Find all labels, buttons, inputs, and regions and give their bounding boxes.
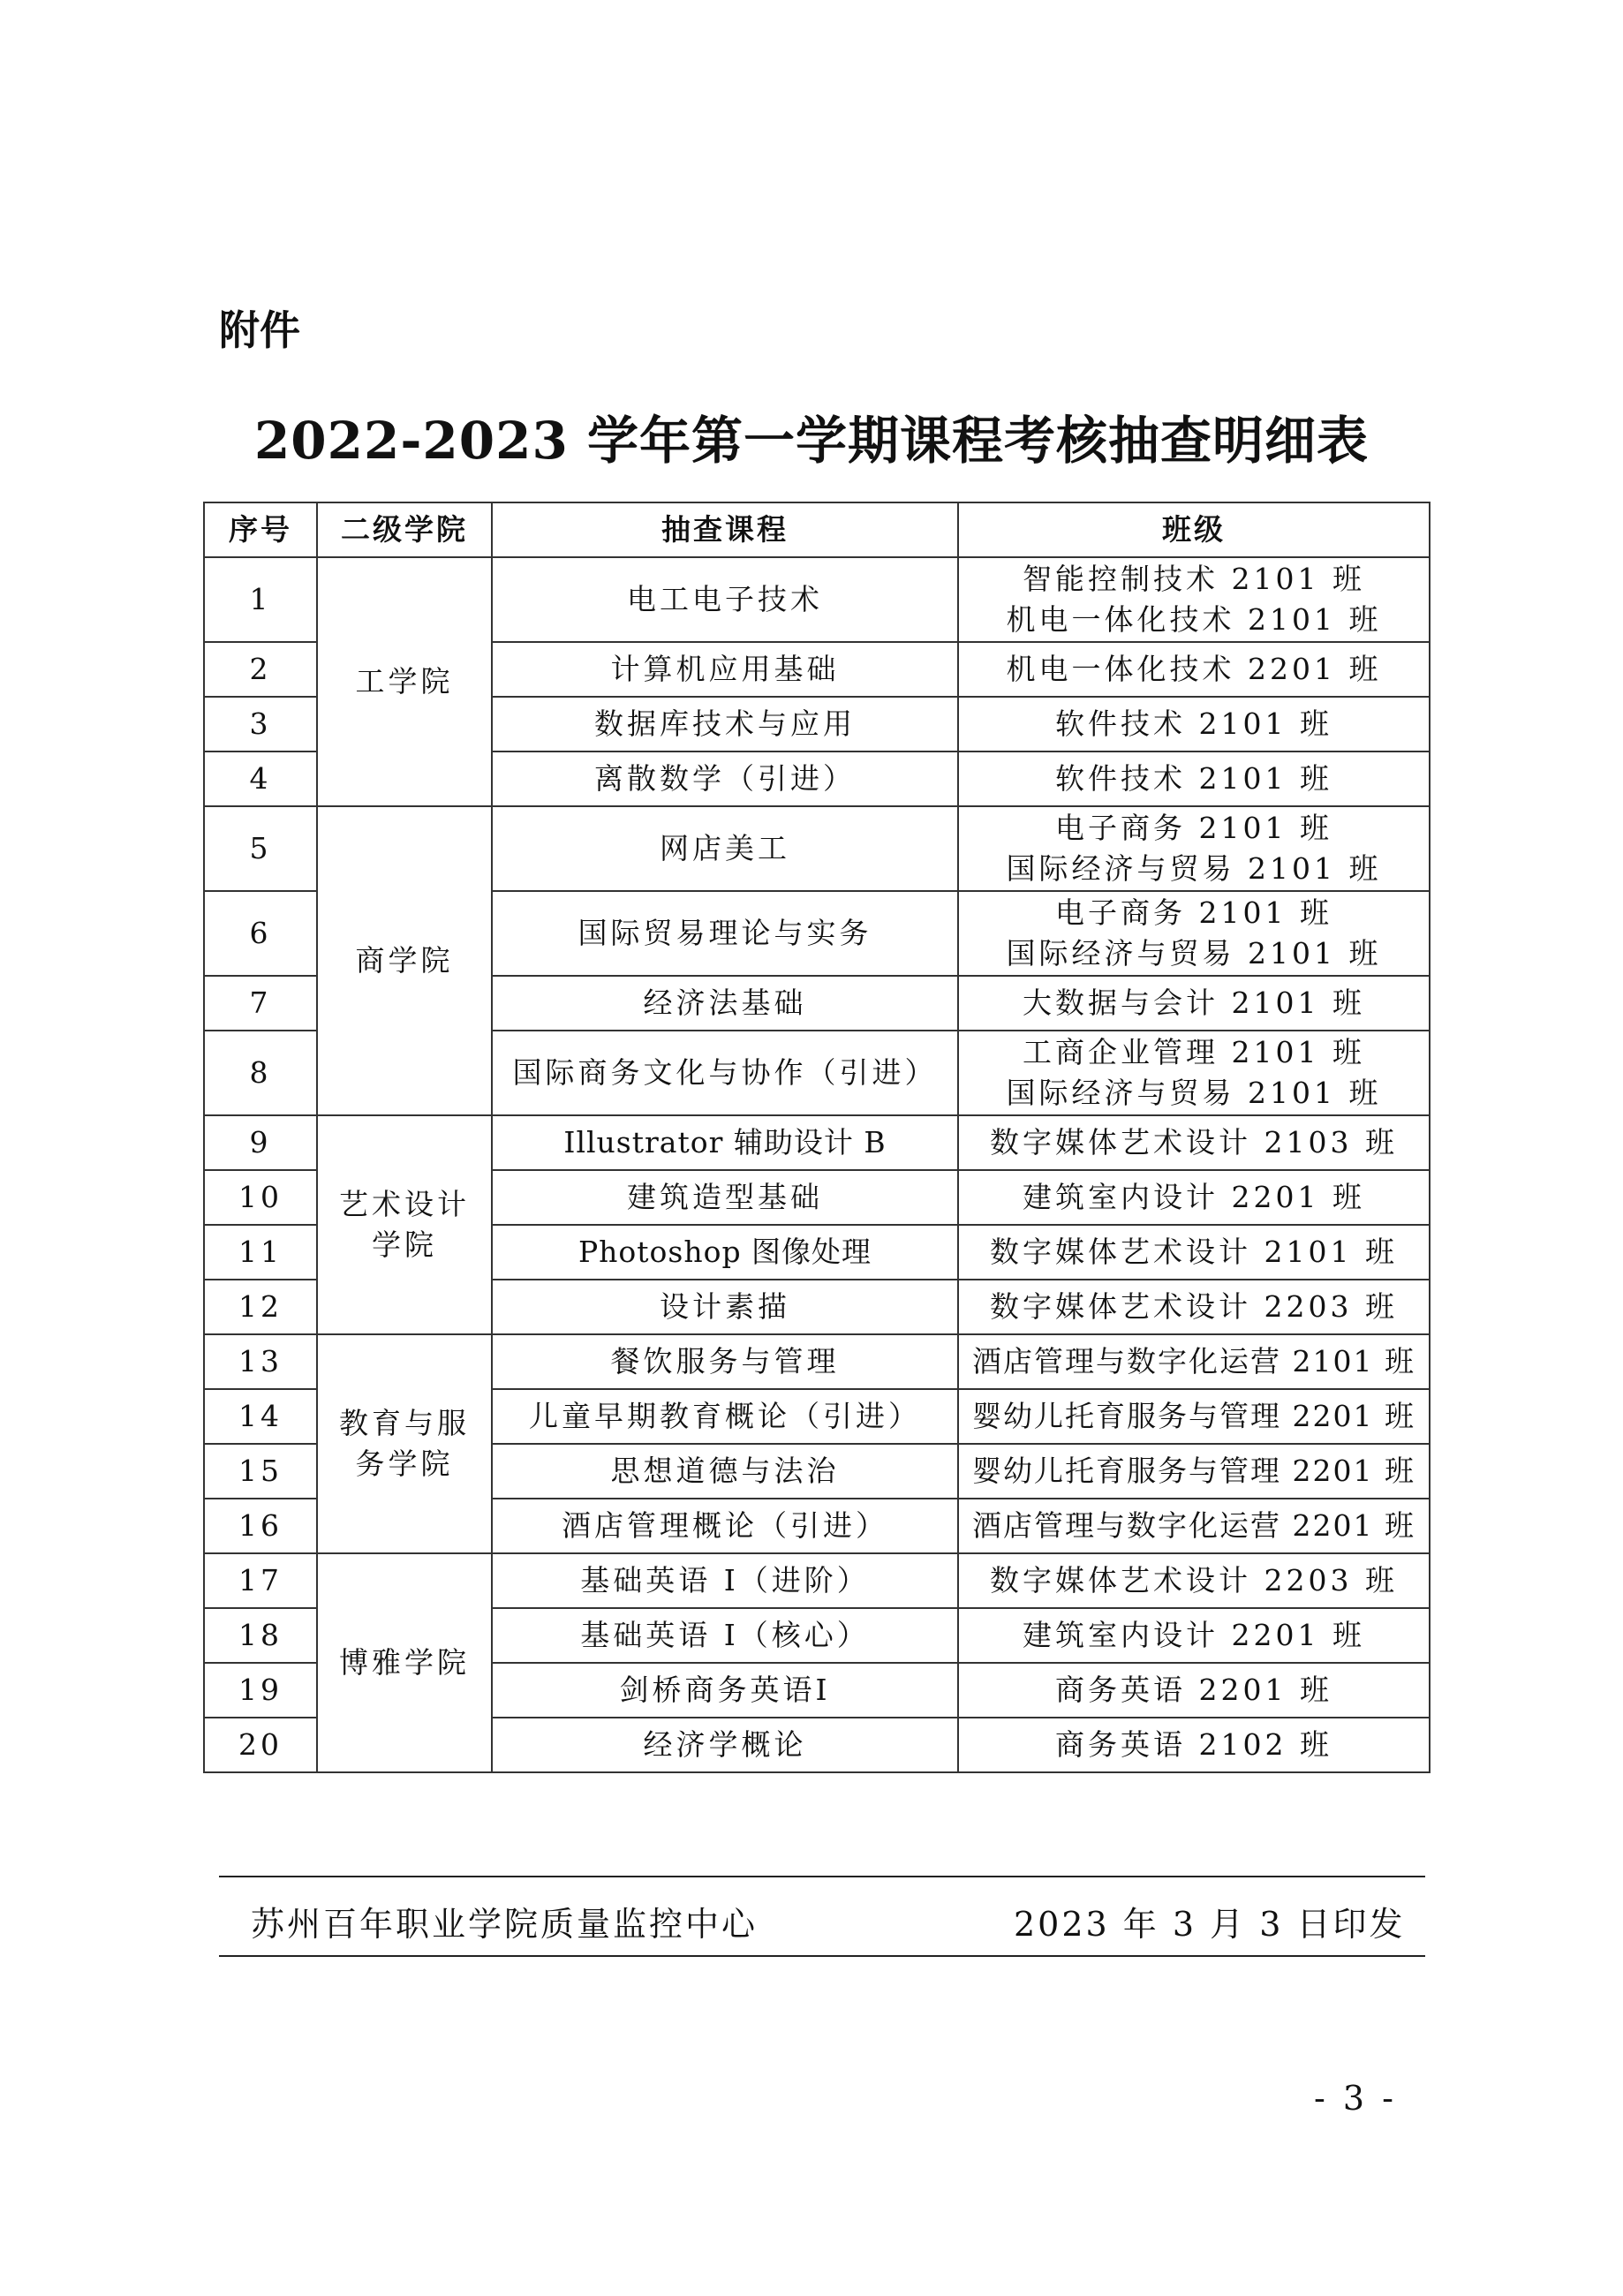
course-cell: 建筑造型基础	[492, 1170, 958, 1225]
course-cell: 剑桥商务英语I	[492, 1663, 958, 1718]
row-no: 8	[204, 1031, 317, 1115]
row-no: 19	[204, 1663, 317, 1718]
row-no: 10	[204, 1170, 317, 1225]
class-cell	[958, 1031, 1430, 1115]
course-cell: 酒店管理概论（引进）	[492, 1499, 958, 1553]
table-row	[204, 1115, 1430, 1170]
class-cell: 建筑室内设计 2201 班	[958, 1170, 1430, 1225]
header-class: 班级	[958, 502, 1430, 557]
table-row	[204, 557, 1430, 642]
class-cell: 商务英语 2102 班	[958, 1718, 1430, 1772]
row-no: 16	[204, 1499, 317, 1553]
row-no: 3	[204, 697, 317, 751]
class-line: 电子商务 2101 班	[1055, 811, 1332, 845]
college-name-wrap: 教育与服务学院	[339, 1406, 470, 1481]
course-cell: 儿童早期教育概论（引进）	[492, 1389, 958, 1444]
course-inspection-table	[203, 502, 1431, 1773]
class-cell: 商务英语 2201 班	[958, 1663, 1430, 1718]
course-cell: 基础英语 I（进阶）	[492, 1553, 958, 1608]
class-line: 国际经济与贸易 2101 班	[1006, 1076, 1382, 1110]
college-cell	[317, 1115, 492, 1334]
college-cell: 博雅学院	[317, 1553, 492, 1772]
college-cell: 商学院	[317, 806, 492, 1115]
college-name-wrap: 艺术设计学院	[339, 1187, 470, 1262]
row-no: 5	[204, 806, 317, 891]
row-no: 20	[204, 1718, 317, 1772]
header-college: 二级学院	[317, 502, 492, 557]
class-cell: 软件技术 2101 班	[958, 751, 1430, 806]
course-cell: Photoshop 图像处理	[492, 1225, 958, 1280]
course-cell: 经济法基础	[492, 976, 958, 1031]
class-cell: 数字媒体艺术设计 2103 班	[958, 1115, 1430, 1170]
course-cell: 数据库技术与应用	[492, 697, 958, 751]
course-cell: 国际贸易理论与实务	[492, 891, 958, 976]
college-cell	[317, 1334, 492, 1553]
course-cell: 餐饮服务与管理	[492, 1334, 958, 1389]
class-cell: 酒店管理与数字化运营 2101 班	[958, 1334, 1430, 1389]
class-line: 机电一体化技术 2101 班	[1006, 602, 1382, 637]
class-line: 工商企业管理 2101 班	[1023, 1035, 1365, 1069]
class-cell: 婴幼儿托育服务与管理 2201 班	[958, 1444, 1430, 1499]
course-cell: 国际商务文化与协作（引进）	[492, 1031, 958, 1115]
row-no: 14	[204, 1389, 317, 1444]
header-no: 序号	[204, 502, 317, 557]
row-no: 4	[204, 751, 317, 806]
class-cell: 软件技术 2101 班	[958, 697, 1430, 751]
course-cell: 思想道德与法治	[492, 1444, 958, 1499]
table-row	[204, 806, 1430, 891]
class-cell	[958, 806, 1430, 891]
page-number: - 3 -	[1314, 2079, 1398, 2118]
class-cell: 数字媒体艺术设计 2203 班	[958, 1553, 1430, 1608]
class-cell	[958, 557, 1430, 642]
row-no: 2	[204, 642, 317, 697]
row-no: 11	[204, 1225, 317, 1280]
row-no: 15	[204, 1444, 317, 1499]
table-row	[204, 1553, 1430, 1608]
row-no: 13	[204, 1334, 317, 1389]
class-cell: 数字媒体艺术设计 2203 班	[958, 1280, 1430, 1334]
college-cell: 工学院	[317, 557, 492, 806]
class-cell: 机电一体化技术 2201 班	[958, 642, 1430, 697]
header-course: 抽查课程	[492, 502, 958, 557]
row-no: 18	[204, 1608, 317, 1663]
row-no: 1	[204, 557, 317, 642]
course-cell: 离散数学（引进）	[492, 751, 958, 806]
row-no: 6	[204, 891, 317, 976]
footer-date: 2023 年 3 月 3 日印发	[1014, 1905, 1406, 1944]
row-no: 9	[204, 1115, 317, 1170]
class-cell: 建筑室内设计 2201 班	[958, 1608, 1430, 1663]
table-row	[204, 1334, 1430, 1389]
course-cell: 基础英语 I（核心）	[492, 1608, 958, 1663]
class-cell: 大数据与会计 2101 班	[958, 976, 1430, 1031]
row-no: 17	[204, 1553, 317, 1608]
table-header-row	[204, 502, 1430, 557]
row-no: 7	[204, 976, 317, 1031]
class-cell	[958, 891, 1430, 976]
class-cell: 数字媒体艺术设计 2101 班	[958, 1225, 1430, 1280]
course-cell: Illustrator 辅助设计 B	[492, 1115, 958, 1170]
row-no: 12	[204, 1280, 317, 1334]
footer-bottom-rule	[219, 1955, 1425, 1957]
attachment-label: 附件	[219, 306, 300, 354]
page-title: 2022-2023 学年第一学期课程考核抽查明细表	[253, 411, 1370, 471]
course-cell: 计算机应用基础	[492, 642, 958, 697]
footer-top-rule	[219, 1876, 1425, 1877]
course-cell: 电工电子技术	[492, 557, 958, 642]
class-line: 国际经济与贸易 2101 班	[1006, 936, 1382, 971]
class-cell: 婴幼儿托育服务与管理 2201 班	[958, 1389, 1430, 1444]
course-cell: 经济学概论	[492, 1718, 958, 1772]
course-cell: 网店美工	[492, 806, 958, 891]
course-cell: 设计素描	[492, 1280, 958, 1334]
footer-issuer: 苏州百年职业学院质量监控中心	[251, 1905, 759, 1944]
class-line: 智能控制技术 2101 班	[1023, 562, 1365, 596]
class-line: 电子商务 2101 班	[1055, 895, 1332, 930]
class-line: 国际经济与贸易 2101 班	[1006, 851, 1382, 886]
class-cell: 酒店管理与数字化运营 2201 班	[958, 1499, 1430, 1553]
